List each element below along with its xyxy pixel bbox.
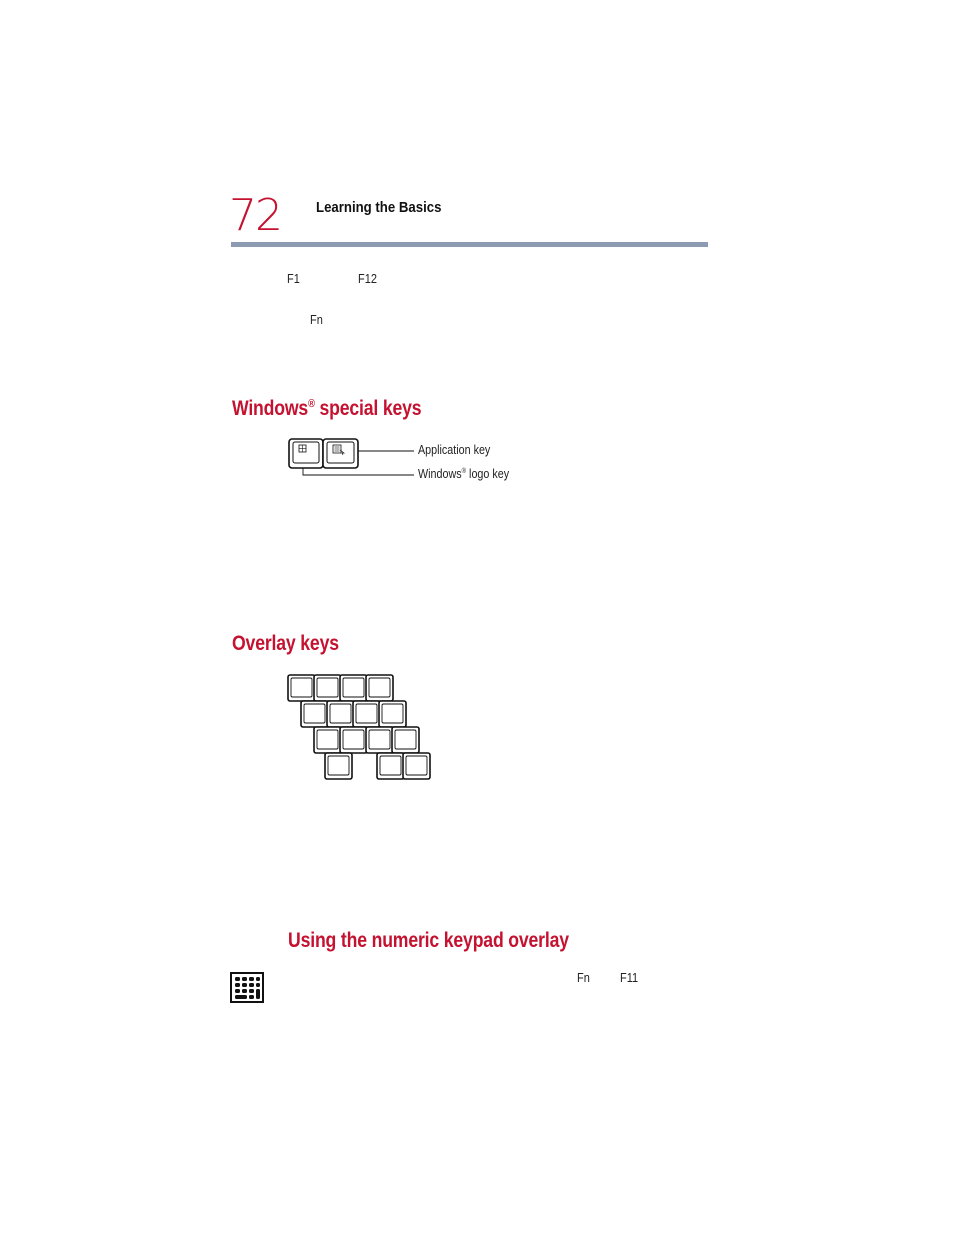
application-key (323, 439, 358, 468)
heading-numeric-keypad-overlay: Using the numeric keypad overlay (288, 929, 569, 952)
key-label-f11: F11 (620, 971, 639, 985)
key-label-fn: Fn (310, 313, 323, 327)
key-label-f1: F1 (287, 272, 300, 286)
overlay-key (327, 701, 354, 727)
overlay-key (377, 753, 404, 779)
header-rule (231, 242, 708, 247)
callout-registered-mark: ® (461, 468, 467, 475)
overlay-key (366, 727, 393, 753)
overlay-key (340, 727, 367, 753)
heading-windows-special-keys (232, 397, 421, 421)
overlay-key (301, 701, 328, 727)
key-label-f12: F12 (358, 272, 377, 286)
overlay-key (392, 727, 419, 753)
overlay-key (403, 753, 430, 779)
overlay-key (314, 675, 341, 701)
callout-windows-tail: logo key (466, 467, 510, 481)
windows-logo-key (289, 439, 323, 468)
running-head: Learning the Basics (316, 199, 442, 216)
overlay-key (353, 701, 380, 727)
numeric-keypad-icon (230, 972, 264, 1004)
registered-mark: ® (308, 398, 315, 410)
overlay-key (325, 753, 352, 779)
overlay-key (314, 727, 341, 753)
callout-application-key: Application key (418, 443, 491, 457)
heading-windows-text: Windows (232, 397, 309, 420)
overlay-key (288, 675, 315, 701)
windows-key-leader (303, 468, 414, 475)
page-number: 72 (229, 190, 281, 241)
overlay-key (340, 675, 367, 701)
callout-windows-logo-key (418, 467, 509, 481)
heading-windows-tail: special keys (314, 397, 422, 420)
overlay-key (379, 701, 406, 727)
overlay-keys-illustration (286, 672, 436, 784)
callout-windows-text: Windows (418, 467, 462, 481)
overlay-key (366, 675, 393, 701)
key-label-fn-keypad: Fn (577, 971, 590, 985)
heading-overlay-keys: Overlay keys (232, 632, 339, 655)
